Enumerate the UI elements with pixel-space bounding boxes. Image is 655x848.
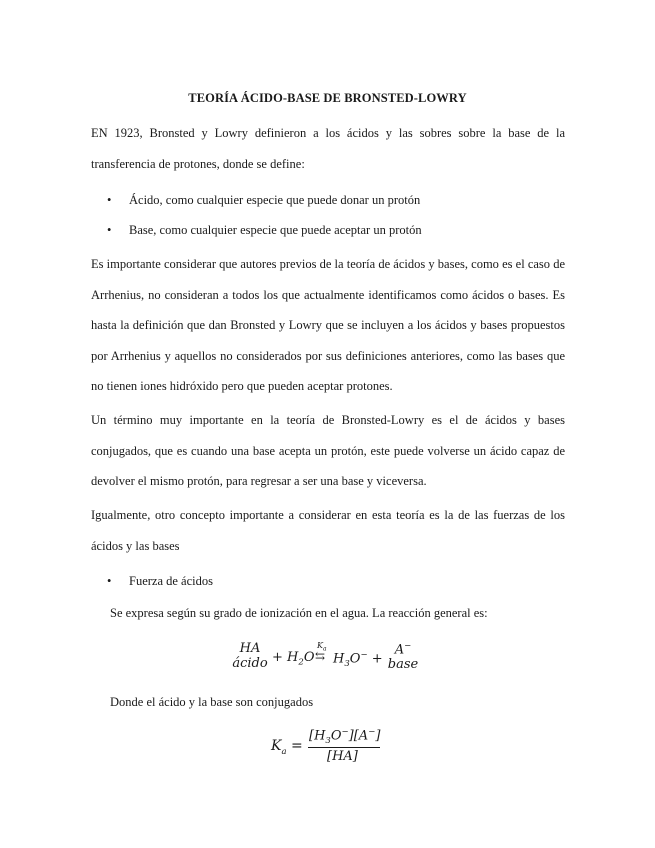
bullet-dot: • [107,574,112,588]
ka-numerator: $[H_3O^-][A^-]$ [309,727,381,746]
page-title: TEORÍA ÁCIDO-BASE DE BRONSTED-LOWRY [188,91,467,105]
definition-base: Base, como cualquier especie que puede aceptar un protón [129,223,422,237]
bullet-dot: • [107,223,112,237]
intro-paragraph: EN 1923, Bronsted y Lowry definieron a los ácidos y las sobres sobre la base de la transferencia de protones, donde se define: [91,126,565,171]
reaction-term-hydronium: $H_3O^-$ + [333,650,383,669]
base-formula: A− [394,641,412,658]
reaction-term-water: + $H_2O$ [272,650,315,668]
base-label: base [387,657,419,673]
acid-label: ácido [232,656,268,671]
ka-lhs: $K_a$ = [271,738,303,757]
ionization-text: Se expresa según su grado de ionización en el agua. La reacción general es: [110,606,488,620]
ka-denominator: [HA] [327,749,358,764]
conjugados-paragraph: Un término muy importante en la teoría de Bronsted-Lowry es el de ácidos y bases conjugados, que es cuando una base acepta un protón, este puede volverse un ácido capaz de devolver el mismo protón, para regresar a ser una base y viceversa. [91,413,565,488]
ka-arrow-label: $K_a$ [317,641,327,653]
equilibrium-arrow: ⇆ [315,649,326,663]
acid-formula: HA [239,641,261,656]
subsection-fuerza-acidos: Fuerza de ácidos [129,574,213,588]
bullet-dot: • [107,193,112,207]
definition-acid: Ácido, como cualquier especie que puede donar un protón [129,193,421,207]
fraction-bar [308,747,380,748]
arrhenius-paragraph: Es importante considerar que autores previos de la teoría de ácidos y bases, como es el caso de Arrhenius, no consideran a todos los que actualmente identificamos como ácidos o bases. Es hasta la definición que dan Bronsted y Lowry que se incluyen a los ácidos y bases propuestos por Arrhenius y aquellos no considerados por sus definiciones anteriores, como las bases que no tienen iones hidróxido pero que pueden aceptar protones. [91,257,565,393]
conjugate-text: Donde el ácido y la base son conjugados [110,695,314,709]
fuerzas-paragraph: Igualmente, otro concepto importante a considerar en esta teoría es la de las fuerzas de los ácidos y las bases [91,508,565,553]
